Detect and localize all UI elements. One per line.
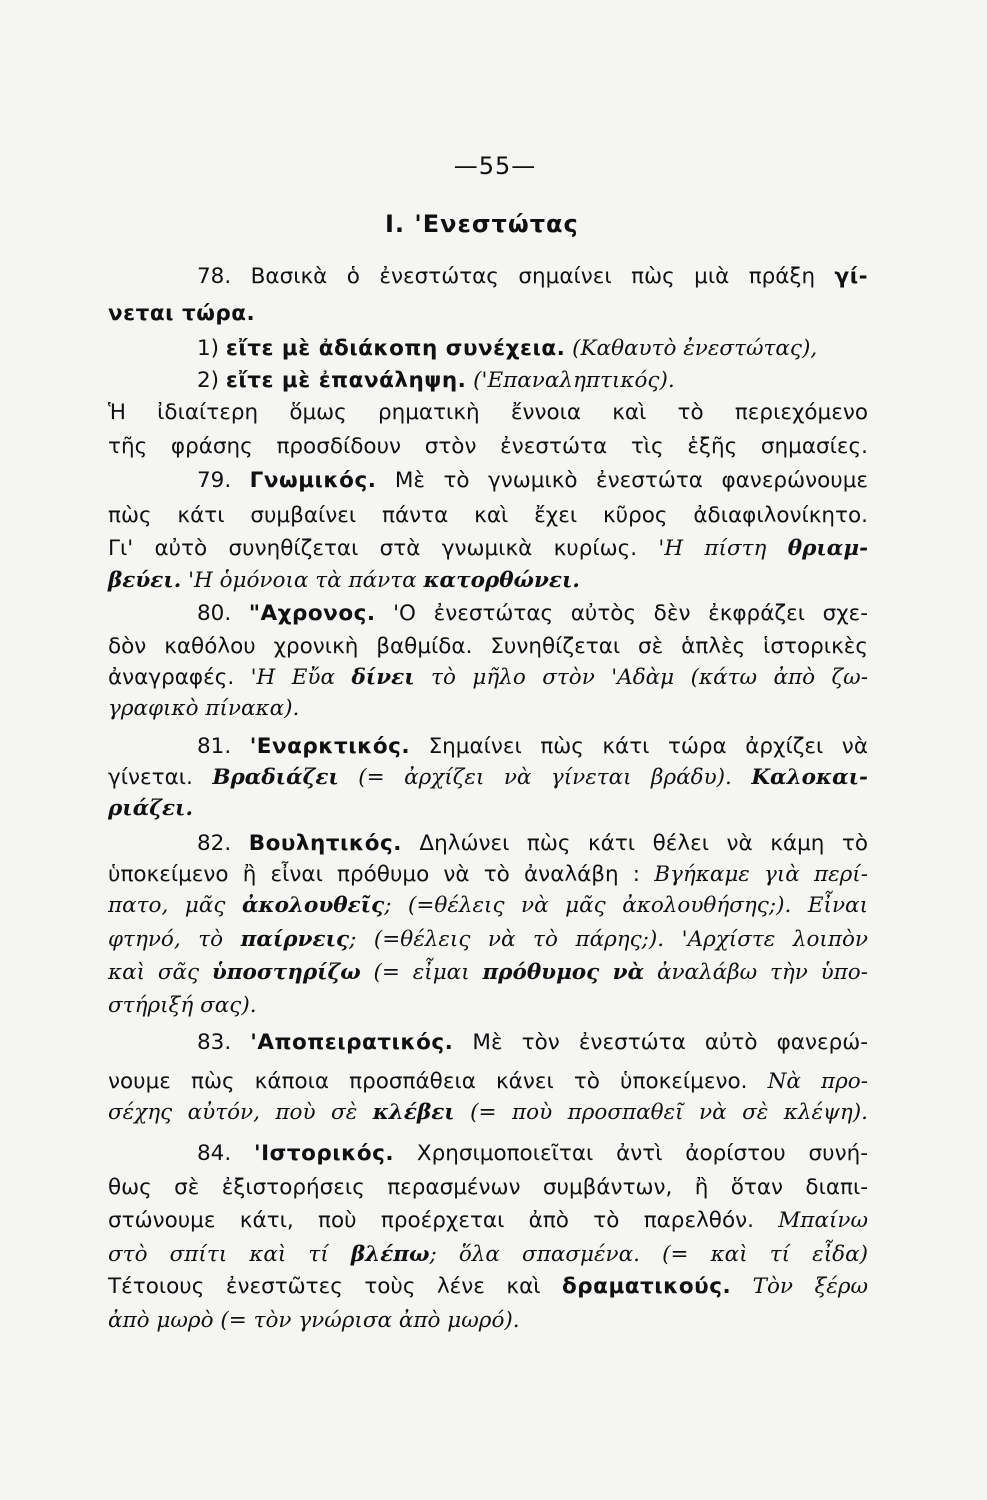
text-run: τὸ μῆλο στὸν 'Αδὰμ (κάτω ἀπὸ ζω- (414, 665, 868, 690)
text-line (197, 262, 868, 292)
text-line (108, 958, 868, 988)
text-line (197, 829, 868, 859)
text-run: σέχης αὐτόν, ποὺ σὲ (108, 1100, 373, 1125)
text-run: ὑποκείμενο ἢ εἶναι πρόθυμο νὰ τὸ ἀναλάβη : (108, 862, 655, 887)
text-run: γραφικὸ πίνακα). (108, 696, 300, 721)
text-run: 80. (197, 601, 249, 626)
text-run: 83. (197, 1030, 251, 1055)
text-run: πὼς κάτι συμβαίνει πάντα καὶ ἔχει κῦρος ἀδιαφιλονίκητο. (108, 503, 868, 528)
text-run: στήριξή σας). (108, 993, 257, 1018)
text-run: εἴτε μὲ ἀδιάκοπη συνέχεια. (225, 336, 566, 361)
text-run: γίνεται. (108, 765, 213, 790)
text-line (108, 566, 868, 596)
text-line (197, 1028, 868, 1058)
text-run: βεύει. (108, 568, 182, 593)
text-run: βλέπω (350, 1242, 430, 1267)
text-line (108, 1272, 868, 1302)
text-run: 84. (197, 1141, 255, 1166)
text-line (197, 366, 868, 396)
text-run: 2) (197, 368, 226, 393)
text-run: ἀπὸ μωρὸ (= τὸν γνώρισα ἀπὸ μωρό). (108, 1308, 520, 1333)
text-line (108, 1173, 868, 1203)
text-run: ἀκολουθεῖς (241, 893, 385, 918)
text-run: (= εἶμαι (360, 960, 483, 985)
text-run: στώνουμε κάτι, ποὺ προέρχεται ἀπὸ τὸ παρελθόν. (108, 1208, 779, 1233)
text-run: Βγήκαμε γιὰ περί- (654, 862, 868, 887)
text-line (108, 299, 868, 329)
text-run: Βραδιάζει (212, 765, 339, 790)
text-run: (= ποὺ προσπαθεῖ νὰ σὲ κλέψη). (454, 1100, 868, 1125)
text-line (108, 632, 868, 662)
text-run: δραματικούς. (562, 1274, 732, 1299)
text-line (108, 860, 868, 890)
text-run: εἴτε μὲ ἐπανάληψη. (225, 368, 467, 393)
text-run: κλέβει (372, 1100, 455, 1125)
text-run: Μὲ τὸ γνωμικὸ ἐνεστώτα φανερώνουμε (376, 468, 868, 493)
text-run: 'Ο ἐνεστώτας αὐτὸς δὲν ἐκφράζει σχε- (375, 601, 869, 626)
text-run: "Αχρονος. (248, 601, 376, 626)
text-run: (Καθαυτὸ ἐνεστώτας), (565, 336, 818, 361)
text-run: ἀναγραφές. (108, 665, 251, 690)
text-line (108, 398, 868, 428)
text-run: 1) (197, 336, 226, 361)
text-run: 81. (197, 734, 250, 759)
text-run: ; (=θέλεις νὰ τὸ πάρης;). 'Αρχίστε λοιπὸν (349, 927, 868, 952)
text-run: 'Εναρκτικός. (249, 734, 411, 759)
text-run: 'Η Εὔα (250, 665, 352, 690)
text-run: 'Η πίστη (658, 536, 788, 561)
text-run: 79. (197, 468, 250, 493)
text-line (197, 1139, 868, 1169)
text-line (108, 1240, 868, 1270)
text-run: κατορθώνει. (423, 568, 580, 593)
text-run: ριάζει. (108, 796, 193, 821)
text-run: Τέτοιους ἐνεστῶτες τοὺς λένε καὶ (108, 1274, 563, 1299)
text-run: τῆς φράσης προσδίδουν στὸν ἐνεστώτα τὶς ἑξῆς σημασίες. (108, 434, 868, 459)
text-run: 78. Βασικὰ ὁ ἐνεστώτας σημαίνει πὼς μιὰ πράξη (197, 264, 835, 289)
text-run: δὸν καθόλου χρονικὴ βαθμίδα. Συνηθίζεται σὲ ἁπλὲς ἱστορικὲς (108, 634, 868, 659)
text-run: ; (=θέλεις νὰ μᾶς ἀκολουθήσης;). Εἶναι (384, 893, 868, 918)
text-run: Ἡ ἰδιαίτερη ὅμως ρηματικὴ ἔννοια καὶ τὸ περιεχόμενο (108, 400, 868, 425)
text-run: ἀναλάβω τὴν ὑπο- (644, 960, 869, 985)
text-line (197, 732, 868, 762)
page-number: —55— (453, 152, 537, 180)
text-line (108, 663, 868, 693)
text-run: νουμε πὼς κάποια προσπάθεια κάνει τὸ ὑποκείμενο. (108, 1069, 768, 1094)
text-run: ; ὅλα σπασμένα. (= καὶ τί εἶδα) (429, 1242, 868, 1267)
text-run: ὑποστηρίζω (211, 960, 361, 985)
text-run: Τὸν ξέρω (731, 1274, 868, 1299)
text-line (108, 763, 868, 793)
text-run: Γι' αὐτὸ συνηθίζεται στὰ γνωμικὰ κυρίως. (108, 536, 659, 561)
text-line (108, 1206, 868, 1236)
text-line (197, 334, 868, 364)
text-run: Δηλώνει πὼς κάτι θέλει νὰ κάμη τὸ (401, 831, 869, 856)
text-run: Χρησιμοποιεῖται ἀντὶ ἀορίστου συνή- (394, 1141, 868, 1166)
text-run: Βουλητικός. (248, 831, 402, 856)
text-run: γί- (834, 264, 868, 289)
text-run: δίνει (351, 665, 415, 690)
text-line (108, 1098, 868, 1128)
text-run: Μπαίνω (778, 1208, 868, 1233)
text-line (108, 991, 868, 1021)
text-line (108, 501, 868, 531)
text-line (197, 466, 868, 496)
text-run: παίρνεις (240, 927, 350, 952)
text-line (108, 925, 868, 955)
text-run: πατο, μᾶς (108, 893, 242, 918)
text-run: νεται τώρα. (108, 301, 256, 326)
text-run: 82. (197, 831, 249, 856)
text-run: 'Αποπειρατικός. (250, 1030, 454, 1055)
text-run: 'Ιστορικός. (254, 1141, 395, 1166)
text-line (108, 1067, 868, 1097)
text-line (108, 432, 868, 462)
text-run: Καλοκαι- (751, 765, 868, 790)
text-run: (= ἀρχίζει νὰ γίνεται βράδυ). (338, 765, 752, 790)
text-run: Μὲ τὸν ἐνεστώτα αὐτὸ φανερώ- (453, 1030, 868, 1055)
text-run: θριαμ- (787, 536, 868, 561)
text-run: θως σὲ ἐξιστορήσεις περασμένων συμβάντων, ἢ ὅταν διαπι- (108, 1175, 868, 1200)
text-run: Γνωμικός. (249, 468, 377, 493)
text-run: ('Επαναληπτικός). (466, 368, 675, 393)
section-heading: I. 'Ενεστώτας (385, 210, 579, 238)
text-run: 'Η ὁμόνοια τὰ πάντα (181, 568, 424, 593)
text-run: πρόθυμος νὰ (482, 960, 645, 985)
text-run: καὶ σᾶς (108, 960, 212, 985)
text-run: φτηνό, τὸ (108, 927, 241, 952)
text-run: στὸ σπίτι καὶ τί (108, 1242, 351, 1267)
text-line (108, 1306, 868, 1336)
text-line (108, 694, 868, 724)
text-run: Νὰ προ- (767, 1069, 868, 1094)
text-line (108, 794, 868, 824)
text-line (108, 534, 868, 564)
text-line (108, 891, 868, 921)
text-line (197, 599, 868, 629)
text-run: Σημαίνει πὼς κάτι τώρα ἀρχίζει νὰ (410, 734, 868, 759)
